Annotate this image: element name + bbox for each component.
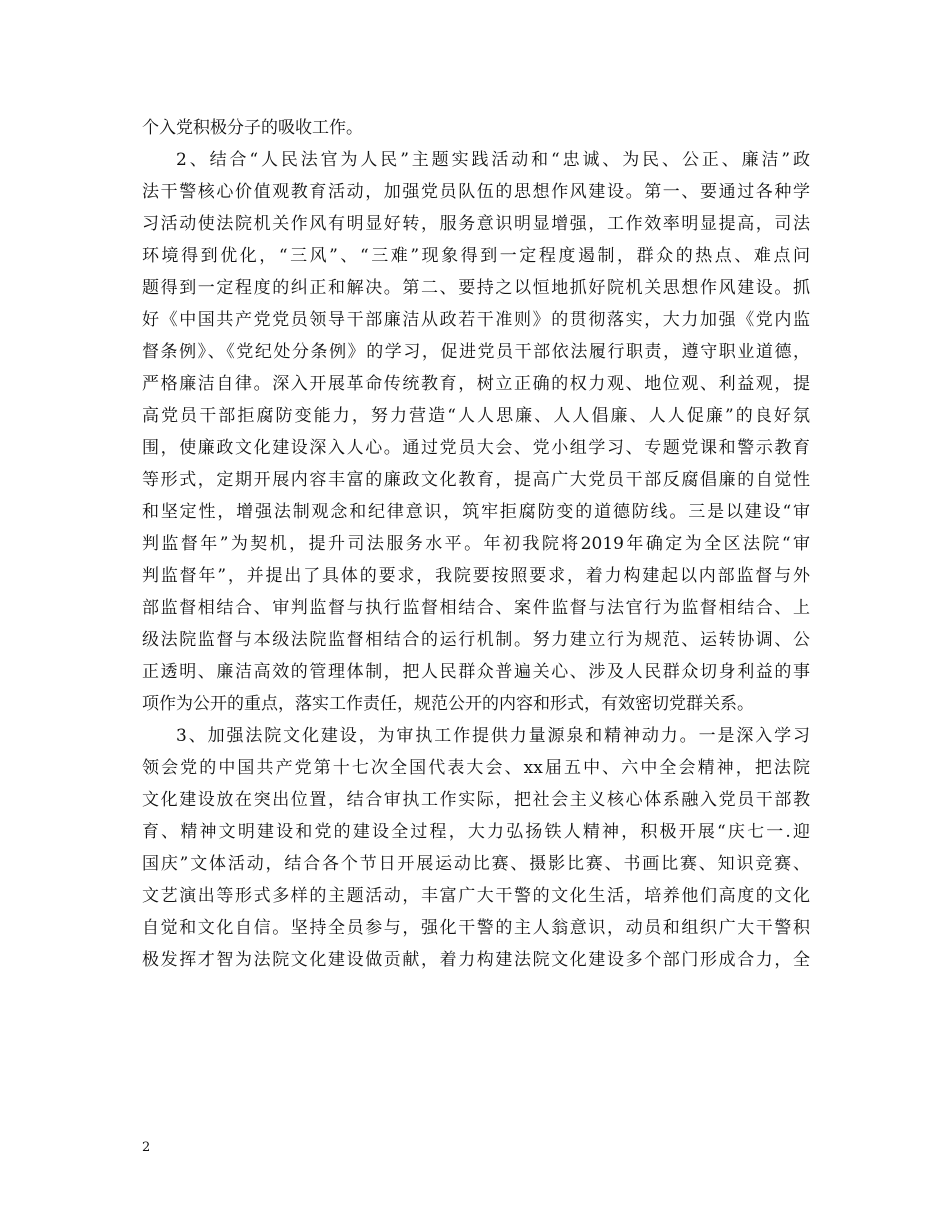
text-line: 个入党积极分子的吸收工作。 (142, 118, 363, 138)
text-line: 自觉和文化自信。坚持全员参与，强化干警的主人翁意识，动员和组织广大干警积 (142, 918, 810, 938)
text-line: 文艺演出等形式多样的主题活动，丰富广大干警的文化生活，培养他们高度的文化 (142, 886, 810, 906)
text-line: 级法院监督与本级法院监督相结合的运行机制。努力建立行为规范、运转协调、公 (142, 630, 810, 650)
text-line: 判监督年”，并提出了具体的要求，我院要按照要求，着力构建起以内部监督与外 (142, 566, 810, 586)
text-line: 和坚定性，增强法制观念和纪律意识，筑牢拒腐防变的道德防线。三是以建设“审 (142, 502, 810, 522)
text-line: 领会党的中国共产党第十七次全国代表大会、xx届五中、六中全会精神，把法院 (142, 758, 810, 778)
text-line: 部监督相结合、审判监督与执行监督相结合、案件监督与法官行为监督相结合、上 (142, 598, 810, 618)
text-line: 法干警核心价值观教育活动，加强党员队伍的思想作风建设。第一、要通过各种学 (142, 182, 810, 202)
text-line: 3、加强法院文化建设，为审执工作提供力量源泉和精神动力。一是深入学习 (176, 726, 810, 746)
text-line: 严格廉洁自律。深入开展革命传统教育，树立正确的权力观、地位观、利益观，提 (142, 374, 810, 394)
text-line: 国庆”文体活动，结合各个节日开展运动比赛、摄影比赛、书画比赛、知识竞赛、 (142, 854, 810, 874)
text-line: 极发挥才智为法院文化建设做贡献，着力构建法院文化建设多个部门形成合力，全 (142, 950, 810, 970)
page-number: 2 (142, 1140, 151, 1155)
text-line: 高党员干部拒腐防变能力，努力营造“人人思廉、人人倡廉、人人促廉”的良好氛 (142, 406, 810, 426)
text-line: 育、精神文明建设和党的建设全过程，大力弘扬铁人精神，积极开展“庆七一.迎 (142, 822, 810, 842)
text-line: 判监督年”为契机，提升司法服务水平。年初我院将2019年确定为全区法院“审 (142, 534, 810, 554)
text-line: 督条例》、《党纪处分条例》的学习，促进党员干部依法履行职责，遵守职业道德， (142, 342, 810, 362)
text-line: 文化建设放在突出位置，结合审执工作实际，把社会主义核心体系融入党员干部教 (142, 790, 810, 810)
text-line: 环境得到优化，“三风”、“三难”现象得到一定程度遏制，群众的热点、难点问 (142, 246, 810, 266)
document-body (142, 112, 810, 976)
text-line: 题得到一定程度的纠正和解决。第二、要持之以恒地抓好院机关思想作风建设。抓 (142, 278, 810, 298)
text-line: 项作为公开的重点，落实工作责任，规范公开的内容和形式，有效密切党群关系。 (142, 694, 754, 714)
text-line: 等形式，定期开展内容丰富的廉政文化教育，提高广大党员干部反腐倡廉的自觉性 (142, 470, 810, 490)
text-line: 围，使廉政文化建设深入人心。通过党员大会、党小组学习、专题党课和警示教育 (142, 438, 810, 458)
text-line: 习活动使法院机关作风有明显好转，服务意识明显增强，工作效率明显提高，司法 (142, 214, 810, 234)
text-line: 好《中国共产党党员领导干部廉洁从政若干准则》的贯彻落实，大力加强《党内监 (142, 310, 810, 330)
text-line: 2、结合“人民法官为人民”主题实践活动和“忠诚、为民、公正、廉洁”政 (176, 150, 810, 170)
text-line: 正透明、廉洁高效的管理体制，把人民群众普遍关心、涉及人民群众切身利益的事 (142, 662, 810, 682)
